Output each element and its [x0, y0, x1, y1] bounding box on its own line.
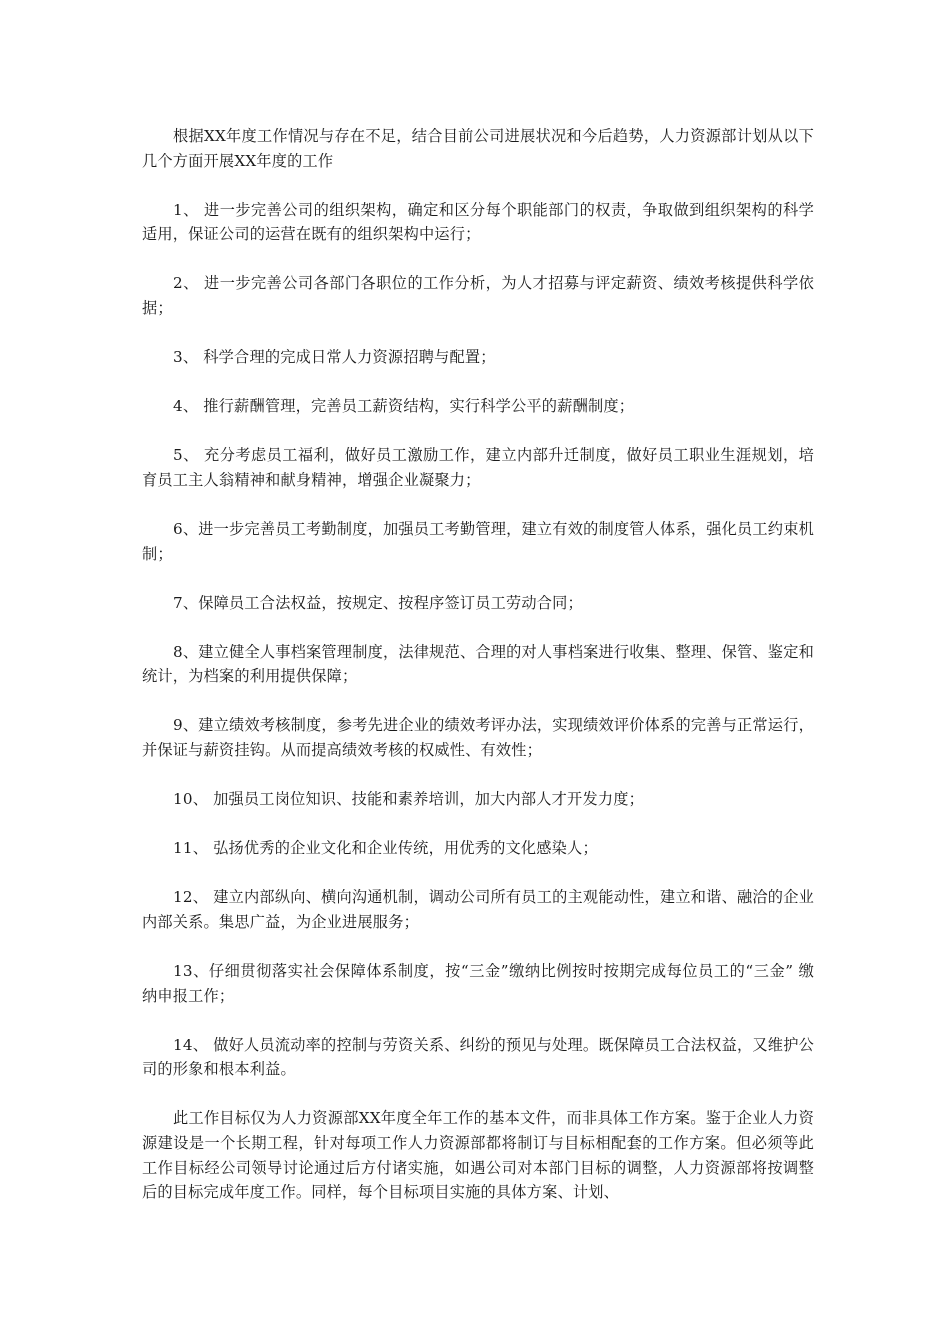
list-item-6: 6、进一步完善员工考勤制度，加强员工考勤管理，建立有效的制度管人体系，强化员工约束机制；	[142, 519, 814, 563]
intro-paragraph: 根据XX年度工作情况与存在不足，结合目前公司进展状况和今后趋势，人力资源部计划从以下几个方面开展XX年度的工作	[142, 127, 814, 170]
list-item-8: 8、建立健全人事档案管理制度，法律规范、合理的对人事档案进行收集、整理、保管、鉴定和统计，为档案的利用提供保障；	[142, 642, 814, 686]
list-item-10: 10、 加强员工岗位知识、技能和素养培训，加大内部人才开发力度；	[173, 790, 644, 809]
list-item-1: 1、 进一步完善公司的组织架构，确定和区分每个职能部门的权责，争取做到组织架构的科学适用，保证公司的运营在既有的组织架构中运行；	[142, 200, 814, 244]
list-item-2: 2、 进一步完善公司各部门各职位的工作分析，为人才招募与评定薪资、绩效考核提供科学依据；	[142, 274, 814, 317]
list-item-9: 9、建立绩效考核制度，参考先进企业的绩效考评办法，实现绩效评价体系的完善与正常运行，并保证与薪资挂钩。从而提高绩效考核的权威性、有效性；	[142, 716, 814, 759]
closing-paragraph: 此工作目标仅为人力资源部XX年度全年工作的基本文件，而非具体工作方案。鉴于企业人力资源建设是一个长期工程，针对每项工作人力资源部都将制订与目标相配套的工作方案。但必须等此工作目标经公司领导讨论通过后方付诸实施，如遇公司对本部门目标的调整，人力资源部将按调整后的目标完成年度工作。同样，每个目标项目实施的具体方案、计划、	[142, 1109, 814, 1202]
list-item-14: 14、 做好人员流动率的控制与劳资关系、纠纷的预见与处理。既保障员工合法权益，又维护公司的形象和根本利益。	[142, 1035, 814, 1079]
list-item-4: 4、 推行薪酬管理，完善员工薪资结构，实行科学公平的薪酬制度；	[173, 397, 635, 416]
list-item-5: 5、 充分考虑员工福利，做好员工激励工作，建立内部升迁制度，做好员工职业生涯规划，培育员工主人翁精神和献身精神，增强企业凝聚力；	[142, 446, 814, 489]
list-item-12: 12、 建立内部纵向、横向沟通机制，调动公司所有员工的主观能动性，建立和谐、融洽的企业内部关系。集思广益，为企业进展服务；	[142, 888, 814, 931]
document-body	[142, 124, 814, 1205]
list-item-13: 13、仔细贯彻落实社会保障体系制度，按“三金”缴纳比例按时按期完成每位员工的“三金” 缴纳申报工作；	[142, 961, 814, 1005]
list-item-3: 3、 科学合理的完成日常人力资源招聘与配置；	[173, 348, 496, 367]
list-item-11: 11、 弘扬优秀的企业文化和企业传统，用优秀的文化感染人；	[173, 839, 598, 858]
list-item-7: 7、保障员工合法权益，按规定、按程序签订员工劳动合同；	[173, 593, 583, 612]
